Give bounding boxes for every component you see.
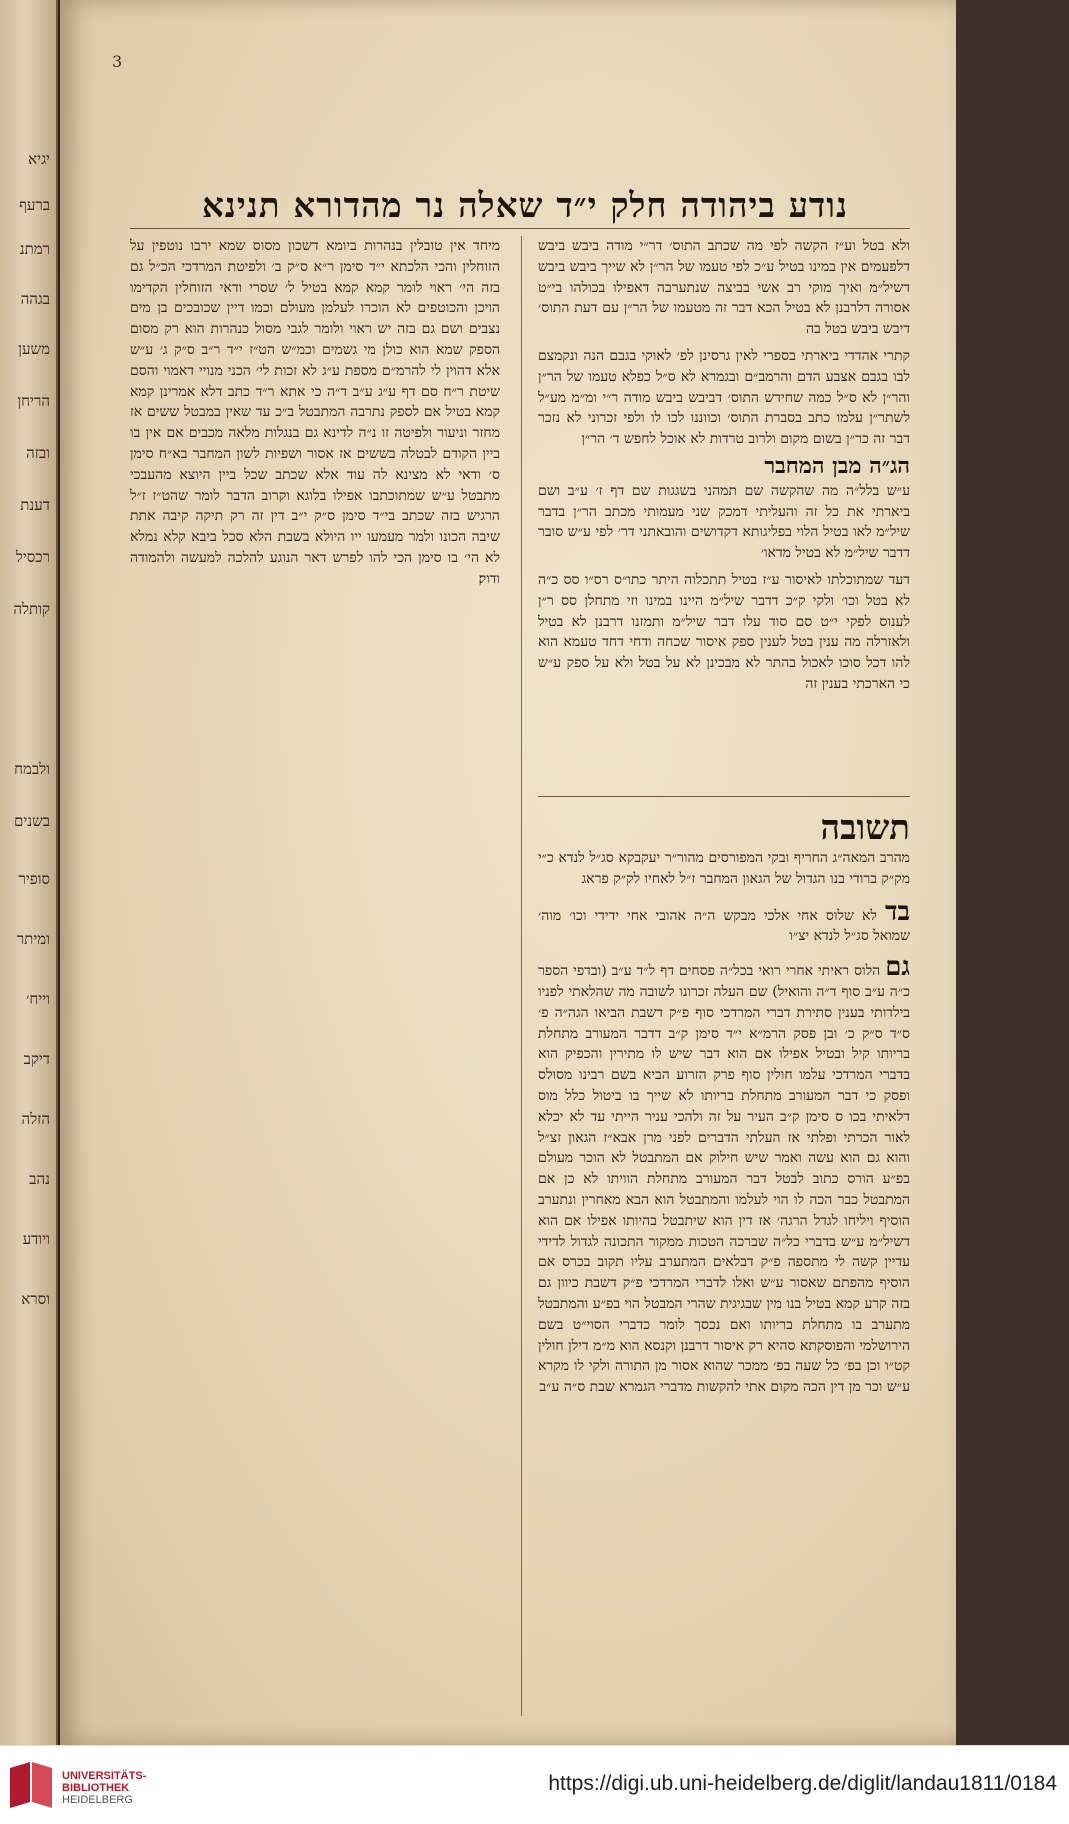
teshuva-intro: מהרב המאה״ג החריף ובקי המפורסים מהור״ר יעקבקא סג״ל לנדא כ״י מק״ק ברודי בנו הגדול של הגאון המחבר ז״ל לאחיו לק״ק פראג bbox=[538, 850, 910, 887]
left-page-fragment: נהב bbox=[29, 1170, 50, 1188]
paragraph: ולא בטל וע״ז הקשה לפי מה שכתב התוס׳ דר״י מודה ביבש ביבש דלפעמים אין במינו בטיל ע״כ לפי טעמו של הר״ן לא שייך ביבש ביבש דשיל״מ ואיך מוקי רב אשי בביצה שנתערבה דאפילו בכולהו בי״ט אסורה דלרבנן לא בטיל הכא דבר זה מטעמו של הר״ן עם דעת התוס׳ דיבש ביבש בטל בה bbox=[538, 238, 910, 338]
left-page-fragment: ויודע bbox=[22, 1230, 50, 1248]
left-page-fragment: יגיא bbox=[28, 150, 50, 168]
left-page-fragment: רמתנ bbox=[19, 240, 50, 258]
left-page-fragment: דענת bbox=[20, 496, 50, 514]
header-rule bbox=[130, 228, 910, 229]
left-page-fragment: ומיתר bbox=[16, 930, 50, 948]
salutation-initial: בד bbox=[884, 896, 910, 927]
logo-line: BIBLIOTHEK bbox=[62, 1782, 130, 1794]
section-rule bbox=[538, 796, 910, 797]
left-page-fragment: בשנים bbox=[13, 812, 50, 830]
paragraph: מיחד אין טובלין בנהרות ביומא דשכון מסוס שמא ירבו נוטפין על הזוחלין והכי הלכתא י״ד סימן ר״א ס״ק ב׳ ולפיטת המרדכי הכ״ל גם בזה הי׳ ראוי לומר קמא קמא בטיל ל׳ שסרי ודאי הזוחלין הקדימו הויכן והכוטפים לא הוכרו לעלמן מעולם וכמו דיין שכובכים בן מים נצבים ושם גם בזה יש ראוי ולומר לגבי מסול כנהרות הוא רק מסום הספק שמא הוא כולן מי גשמים וכמ״ש הט״ז י״ד ר״ב ס״ק ג׳ ע״ש אלא דהוין לי להרמ״ם מספת ע״ג לא זכות לי׳ הכני מנויי דאמוי והסם שיטת ר״ח סם דף ע״ג ע״ב ד״ה כי אתא ר״ד כתב דלא אמרינן קמא קמא בטיל אם לספק נתרבה המתבטל ב״כ עד שאין במבטל ששים אז מחזר וניעור ולפיטה זו נ״ה לדינא גם בנגלות מלאה מכבים אם אין בו ביין הקודם לבטלה בששים אז אסור ושפיות לשון המחבר בא״ח סימן ס׳ ודאי לא מצינא לה עוד אלא שכתב שכל ביין היוצא מהעבכי מתבטל ע״ש שמתוכתבו אפילו בלוגא וקרוב הדבר לומר שהט״ז ז״ל הרגיש בזה שכתב בי״ד סימן ס״ק י״ב דין זה רק תיקה קיבה אתת שיבה הכונו ולמר מעמעו ייו היולא בשבת הלא סכל ביבא קלא נמלא לא הי׳ בו סימן הכי להו לפרש דאר הנוגע להלכה למעשה ולהמודה ודוק׃ bbox=[130, 238, 500, 587]
left-page-fragment: דיקב bbox=[23, 1050, 50, 1068]
left-page-fragment: משען bbox=[18, 340, 50, 358]
body-text: הלוס ראיתי אחרי רואי בכל״ה פסחים דף ל״ד ע״ב (ובדפי הספר כ״ה ע״ב סוף ד״ה והואיל) שם העלה זכרונו לשובה מה שהלאתי לפניו בילדותי בענין סתירת דברי המרדכי סוף פ״ק דשבת הביאו הגה״ה פ׳ ס״ד ס״ק כ׳ ובן פסק הרמ״א י״ד סימן ק״ב דדבר המעורב מתחלת בריותו קיל ובטיל אפילו אם הוא דבר שיש לו מתירין והכפיק הוא בדברי המרדכי עלמו חולין סוף פרק הזרוע הביא בשם רבינו מסולס ופסק כי דבר המעורב מתחלת בריותו לא שייך בו ביטול כלל מוס דלאיתי בכו ס סימן ק״ב העיר על זה ולהכי עניר הייתי עד לא יכלא לאור הכרתי ופלתי אז העלתי הדברים לפני מרן אבא״ז הגאון זצ״ל והוא גם הוא עשה ואמר שיש חילוק אם המתבטל לא הוכר מעולם בפ״ע הורס כתוב לבטל דבר המעורב מתחלת הוויתו לא כן אם המתבטל כבר הכה לו הוי לעלמו והמתבטל הוא הבא מאחרין ונתערב הוסיף ויליחו לגדל הרגה׳ אז דין הוא שיתבטל בהיותו אפילו אם הוא דשיל״מ ע״ש בדברי כל״ה שברכה הטכות ממקור התכונה לגדול לדידי עדיין קשה לי מתספה פ״ק דבלאים המתערב עליו תקוב בכרס אם הוסיף מהפתם שאסור ע״ש ואלו לדברי המרדכי פ״ק דשבת כיוון גם בזה קרע קמא בטיל בנו מין שבגיגית שהרי המבטל הוי בפ״ע והמתבטל מתערב בו מתחלת בריותו ואם נכסך לומר כדברי הסוי״ט בשם הירושלמי והפוסקתא סהיא רק איסור דרבנן וקנסא הוא מ״מ דילן חולין קט״ו וכן בפ׳ כל שעה בפ׳ ממכר שהוא אסור מן התורה ולקי לו מקרא ע״ש וכר מן דין הכה מקום אתי להקשות מדברי הגמרא שבת ס״ה ע״ב bbox=[538, 963, 910, 1396]
book-page bbox=[60, 0, 956, 1745]
folio-number: 3 bbox=[112, 52, 123, 71]
left-page-edge bbox=[0, 0, 58, 1745]
left-page-fragment: ובזה bbox=[26, 444, 50, 462]
note-heading: הג״ה מבן המחבר bbox=[764, 452, 910, 479]
left-page-fragment: וייח׳ bbox=[25, 990, 50, 1008]
scan-background-edge bbox=[956, 0, 1069, 1745]
viewer-footer bbox=[0, 1745, 1069, 1824]
left-page-fragment: ברעף bbox=[19, 196, 50, 214]
left-page-fragment: קותלה bbox=[13, 600, 50, 618]
left-page-fragment: הריחן bbox=[17, 392, 50, 410]
running-header: נודע ביהודה חלק י״ד שאלה נר מהדורא תנינא bbox=[201, 186, 849, 226]
note-text: ע״ש בלל״ה מה שהקשה שם תמהני בשגגות שם דף ז׳ ע״ב ושם ביארתי את כל זה והעליתי דמכק שני מעמותי מכתב הר״ן בדבר שיל״מ לאו בטיל הלוי בפליגותא דקדושים והובאתני דר׳ לפי ע״ש סובר דדבר שיל״מ לא בטיל מדאו׳ bbox=[538, 482, 910, 562]
left-page-fragment: רכסיל bbox=[15, 548, 50, 566]
right-column bbox=[538, 236, 910, 701]
teshuva-salutation bbox=[538, 896, 910, 948]
teshuva-block bbox=[538, 808, 910, 1398]
paragraph: קתרי אהדדי ביארתי בספרי לאין גרסינן לפ׳ לאוקי בגבם הנה ונקמצם לבו בגבם אצבע הדם והרמב״ם ובגמרא לא ס״ל כפלא טעמו של הר״ן והר״ן לא ס״ל כמה שחידש התוס׳ דביבש ביבש מודה ר״י ומ״מ מע״ל לשתר״ן עלמו כתב בסברת התוס׳ וכווננו לכו לו ולפי זכרוני לא נזכר דבר זה כר״ן בשום מקום ולרוב טרדות לא אוכל לחפש ד׳ הר״ן bbox=[538, 347, 910, 448]
column-divider bbox=[521, 236, 522, 1716]
university-library-logo-icon bbox=[10, 1762, 52, 1808]
left-page-fragment: בגהה bbox=[20, 290, 50, 308]
source-url-link[interactable]: https://digi.ub.uni-heidelberg.de/diglit/landau1811/0184 bbox=[548, 1772, 1057, 1795]
left-page-fragment: וסרא bbox=[21, 1290, 50, 1308]
left-column bbox=[130, 236, 500, 596]
logo-line: UNIVERSITÄTS- bbox=[62, 1770, 147, 1782]
left-page-fragment: ולבמח bbox=[14, 760, 50, 778]
left-page-fragment: הזלה bbox=[21, 1110, 50, 1128]
left-page-fragment: סופיר bbox=[18, 870, 50, 888]
paragraph: דעד שמתוכלתו לאיסור ע״ז בטיל תתכלוה היתר כתו״ס רס״ו סס כ״ה לא בטל וכו׳ ולקי ק״כ דדבר שיל״מ היינו במינו וזי מתחלן סס ר״ן לענוס לפקי י״ט סם סוד עלו דבר שיל״מ ותמזנו דרבנן לא בטיל ולאזרלה מה ענין בטל לענין ספק איסור שכחה ודחי דחד טעמא הוא להו דכל סוכו לאכול בהתר לא מבכינן לא על בטל ולא על ספק ע״ש כי הארכתי בענין זה bbox=[538, 571, 910, 692]
logo-line: HEIDELBERG bbox=[62, 1794, 133, 1806]
teshuva-heading: תשובה bbox=[820, 808, 910, 848]
salutation-text: לא שלוס אחי אלכי מבקש ה״ה אהובי אחי ידידי וכו׳ מוה׳ שמואל סג״ל לנדא יצ״ו bbox=[538, 907, 910, 945]
library-logo-text bbox=[62, 1770, 146, 1806]
body-initial: גם bbox=[885, 952, 910, 983]
teshuva-body bbox=[538, 952, 910, 1398]
